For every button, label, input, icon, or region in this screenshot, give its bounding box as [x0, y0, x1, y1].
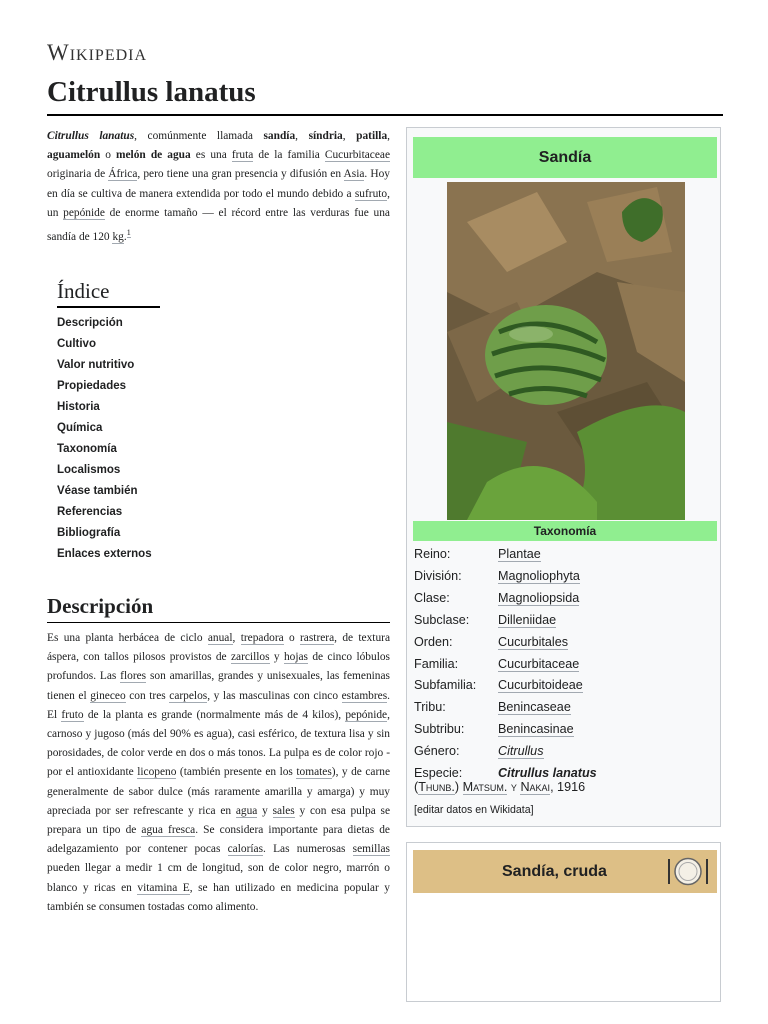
inline-link[interactable]: hojas [283, 651, 308, 664]
taxonomy-rank: Especie: [414, 766, 463, 781]
taxonomy-rank: Orden: [414, 634, 453, 649]
text-run: y con esa pulpa se prepara un tipo de [47, 804, 391, 837]
text-run: . El [47, 689, 391, 721]
text-run: . Se considera importante para dietas de adelgazamiento por contener pocas [47, 824, 390, 856]
taxonomy-rank: Subfamilia: [414, 678, 477, 693]
link-matsum[interactable]: Matsum. [462, 780, 508, 794]
inline-link[interactable]: rastrera [300, 632, 335, 644]
taxonomy-rank: Subtribu: [414, 722, 465, 737]
taxonomy-row [414, 697, 714, 719]
citation-ref-1[interactable]: 1 [126, 228, 131, 238]
inline-link[interactable]: zarcillos [230, 651, 270, 664]
taxonomy-rank: Tribu: [414, 700, 446, 715]
intro-term: Citrullus lanatus [47, 130, 135, 142]
text-run: , de textura áspera, con tallos pilosos provistos de [47, 632, 391, 664]
taxonomy-row [414, 741, 714, 763]
inline-link[interactable]: vitamina E [137, 881, 190, 894]
table-of-contents [57, 279, 257, 565]
text-run: pueden llegar a medir 1 cm de longitud, son de color negro, marrón o blanco y ricas en [47, 862, 390, 894]
toc-title: Índice [57, 279, 160, 308]
link-sufruto[interactable]: sufruto [354, 187, 388, 200]
wikidata-edit-link[interactable]: [editar datos en Wikidata] [414, 804, 534, 816]
text-run: son amarillas, grandes y unisexuales, las femeninas tienen el [47, 670, 390, 702]
taxonomy-value-link[interactable]: Magnoliopsida [498, 590, 580, 605]
taxonomy-rank: Familia: [414, 656, 459, 671]
intro-paragraph: Citrullus lanatus, comúnmente llamada sandía, síndria, patilla, aguamelón o melón de agua es una fruta de la familia Cucurbitaceae originaria de África, pero tiene una gran presencia y difusión en Asia. Hoy en día se cultiva de manera extendida por todo el mundo debido a sufruto, un pepónide de enorme tamaño — el récord entre las verduras fue una sandía de 120 kg.$^1$ [47, 130, 391, 243]
taxonomy-value-link[interactable]: Magnoliophyta [498, 568, 580, 583]
taxonomy-row [414, 566, 714, 588]
taxonomy-value-link[interactable]: Cucurbitales [498, 634, 568, 649]
link-cucurbitaceae[interactable]: Cucurbitaceae [324, 149, 391, 162]
taxonomy-value-link[interactable]: Benincasinae [498, 722, 574, 737]
taxonomy-rank: Reino: [414, 547, 451, 561]
text-run: o [283, 632, 301, 644]
text-run: y [257, 804, 273, 817]
taxonomy-rows [414, 544, 714, 785]
toc-item[interactable]: Química [57, 422, 103, 434]
text-run: de cinco lóbulos profundos. Las [47, 651, 390, 683]
text-run: . Las numerosas [263, 843, 353, 856]
text-run: Es una planta herbácea de ciclo [47, 632, 208, 644]
link-fruta[interactable]: fruta [231, 149, 254, 162]
inline-link[interactable]: flores [120, 670, 147, 683]
taxonomy-header: Taxonomía [413, 521, 717, 541]
toc-item[interactable]: Taxonomía [57, 443, 117, 455]
link-thunb[interactable]: Thunb. [418, 780, 455, 794]
taxonomy-value-link[interactable]: Cucurbitaceae [498, 656, 580, 671]
text-run: (también presente en los [176, 766, 297, 779]
descripcion-paragraph [47, 629, 390, 917]
taxonomy-rank: División: [414, 568, 462, 583]
toc-item[interactable]: Referencias [57, 506, 123, 518]
taxonomy-value-link[interactable]: Benincaseae [498, 700, 571, 715]
taxonomy-row [414, 719, 714, 741]
inline-link[interactable]: sales [272, 804, 295, 817]
species-authority: (Thunb.) Matsum. y Nakai, 1916 [414, 780, 586, 794]
toc-item[interactable]: Propiedades [57, 380, 127, 392]
toc-item[interactable]: Valor nutritivo [57, 359, 135, 371]
toc-item[interactable]: Cultivo [57, 338, 96, 350]
taxonomy-row [414, 544, 714, 566]
text-run: , y las masculinas con cinco [207, 689, 342, 702]
taxonomy-rank: Subclase: [414, 612, 470, 627]
taxonomy-value-link[interactable]: Cucurbitoideae [498, 678, 583, 693]
text-run: de la planta es grande (normalmente más de 4 kilos), [83, 708, 346, 721]
taxonomy-value: Citrullus lanatus [498, 766, 597, 781]
nutrition-box [406, 842, 721, 1002]
taxonomy-row [414, 588, 714, 610]
toc-item[interactable]: Localismos [57, 464, 121, 476]
section-heading-descripcion: Descripción [47, 594, 390, 623]
inline-link[interactable]: trepadora [240, 632, 284, 644]
taxonomy-rank: Clase: [414, 590, 450, 605]
toc-item[interactable]: Véase también [57, 485, 138, 497]
plate-icon [665, 856, 711, 887]
text-run: con tres [125, 689, 170, 702]
link-nakai[interactable]: Nakai [520, 780, 551, 794]
nutrition-title: Sandía, cruda [502, 862, 607, 880]
inline-link[interactable]: fruto [61, 708, 84, 721]
text-run: ), y de carne generalmente de sabor dulce (más raramente amarilla y amarga) y muy apreciada por ser refrescante y rica en [47, 766, 391, 817]
taxonomy-value-link[interactable]: Dilleniidae [498, 612, 557, 627]
toc-list [57, 313, 257, 565]
inline-link[interactable]: calorías [227, 843, 264, 856]
wikipedia-wordmark[interactable]: Wikipedia [47, 40, 148, 65]
text-run: , [232, 632, 241, 644]
inline-link[interactable]: pepónide [345, 708, 388, 721]
taxonomy-row [414, 632, 714, 654]
link-africa[interactable]: África [108, 168, 138, 181]
page-title: Citrullus lanatus [47, 76, 723, 116]
taxonomy-row [414, 654, 714, 676]
taxonomy-value-link[interactable]: Plantae [498, 547, 541, 561]
link-peponide[interactable]: pepónide [63, 206, 105, 219]
watermelon-photo[interactable] [447, 182, 685, 520]
toc-item[interactable]: Historia [57, 401, 100, 413]
inline-link[interactable]: tomates [296, 766, 332, 779]
nutrition-header [413, 850, 717, 893]
toc-item[interactable]: Descripción [57, 317, 123, 329]
link-asia[interactable]: Asia [343, 168, 365, 181]
inline-link[interactable]: agua [235, 804, 258, 817]
inline-link[interactable]: anual [207, 632, 233, 644]
inline-link[interactable]: semillas [352, 843, 390, 856]
infobox [406, 127, 721, 827]
toc-item[interactable]: Enlaces externos [57, 548, 152, 560]
inline-link[interactable]: carpelos [169, 689, 208, 702]
inline-link[interactable]: licopeno [137, 766, 177, 779]
text-run: y [269, 651, 284, 664]
taxonomy-value-link[interactable]: Citrullus [498, 744, 544, 759]
text-run: , carnoso y jugoso (más del 90% es agua), casi esférico, de textura lisa y sin porosidades, de color verde en dos o más tonos. La pulpa es de color rojo - por el antioxidante [47, 708, 390, 779]
link-kg[interactable]: kg [112, 230, 124, 243]
taxonomy-rank: Género: [414, 744, 460, 759]
text-run: , se han utilizado en medicina popular y también se consumen tostadas como alimento. [47, 881, 390, 913]
toc-item[interactable]: Bibliografía [57, 527, 121, 539]
taxonomy-row [414, 610, 714, 632]
inline-link[interactable]: agua fresca [141, 824, 196, 837]
inline-link[interactable]: gineceo [90, 689, 126, 702]
infobox-title: Sandía [413, 137, 717, 178]
inline-link[interactable]: estambres [341, 689, 388, 702]
taxonomy-row [414, 675, 714, 697]
